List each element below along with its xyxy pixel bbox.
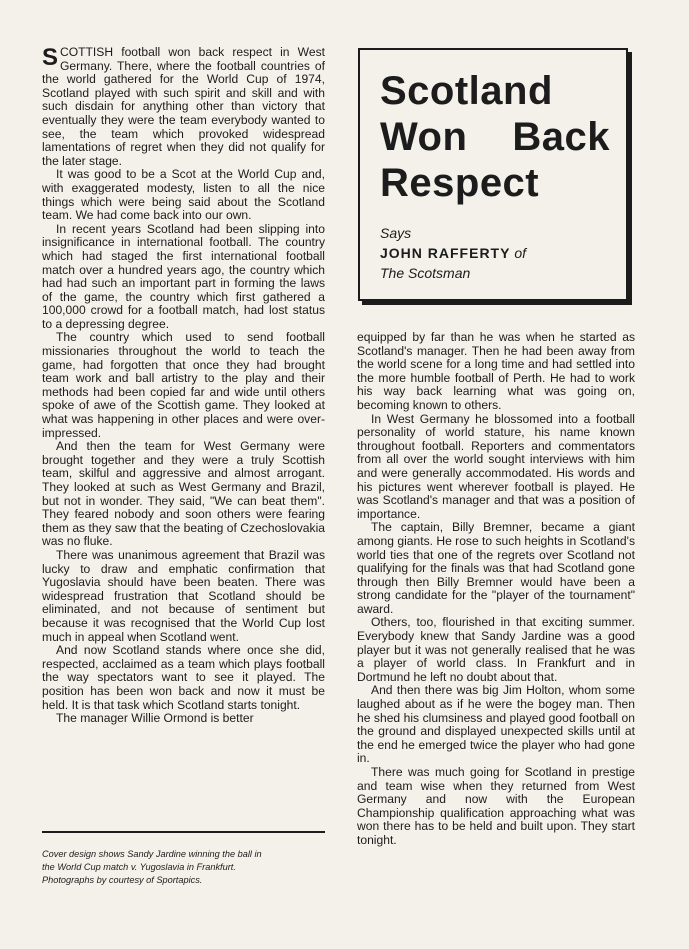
article-paragraph: There was unanimous agreement that Brazil was lucky to draw and emphatic confirmation that Yugoslavia should have been beaten. There was widespread frustration that Scotland should be eliminated, and not because of sentiment but because it was recognised that the World Cup lost much in appeal when Scotland went.	[42, 547, 325, 644]
headline-word: Back	[512, 115, 610, 159]
drop-cap: S	[42, 44, 59, 71]
article-paragraph: The captain, Billy Bremner, became a giant among giants. He rose to such heights in Scotland's world ties that one of the regrets over Scotland not qualifying for the finals was that had Scotland gone through then Billy Bremner would have been a strong candidate for the "player of the tournament" award.	[357, 520, 635, 616]
article-left-column	[42, 46, 325, 726]
article-paragraph: And then there was big Jim Holton, whom some laughed about as if he were the bogey man. Then he shed his clumsiness and played good football on the ground and displayed unexpected skills until at the end he emerged twice the player who had gone in.	[357, 683, 635, 766]
article-paragraph: There was much going for Scotland in prestige and team wise when they returned from West Germany and now with the European Championship qualification approaching what was won there has to be held and built upon. They start tonight.	[357, 765, 635, 847]
author-name: JOHN RAFFERTY	[380, 245, 511, 261]
article-paragraph: And then the team for West Germany were brought together and they were a truly Scottish team, skilful and aggressive and almost arrogant. They looked at such as West Germany and Brazil, but not in wonder. They said, "We can beat them". They feared nobody and soon others were fearing them as they saw that the beating of Czechoslovakia was no fluke.	[42, 439, 325, 549]
headline-line: Scotland	[380, 69, 553, 113]
article-paragraph: In West Germany he blossomed into a football personality of world stature, his name known throughout football. Reporters and commentators from all over the world sought interviews with him and were generally accommodated. His words and his pictures went wherever football is played. He was Scotland's manager and that was a position of importance.	[357, 411, 635, 521]
article-paragraph: The manager Willie Ormond is better	[56, 711, 254, 726]
byline-author-line	[380, 243, 610, 263]
caption-line: the World Cup match v. Yugoslavia in Frankfurt.	[42, 862, 236, 872]
headline-box	[358, 48, 628, 301]
byline-says: Says	[380, 225, 412, 241]
article-paragraph: In recent years Scotland had been slipping into insignificance in international football. The country which had staged the first international football match over a hundred years ago, the country which had had such an important part in forming the laws of the game, the country which first gathered a 100,000 crowd for a football match, had lost status to a depressing degree.	[42, 221, 325, 331]
article-paragraph: Others, too, flourished in that exciting summer. Everybody knew that Sandy Jardine was a good player but it was not generally realised that he was a player of world class. In Frankfurt and in Dortmund he left no doubt about that.	[357, 615, 635, 684]
article-paragraph: equipped by far than he was when he started as Scotland's manager. Then he had been away from the world scene for a long time and had settled into the more humble football of Perth. He had to work his way back learning what was going on, becoming known to others.	[357, 330, 635, 412]
caption-line: Cover design shows Sandy Jardine winning the ball in	[42, 849, 262, 859]
article-paragraph: And now Scotland stands where once she did, respected, acclaimed as a team which plays football the way spectators want to see it played. The position has been won back and now it must be held. It is that task which Scotland starts tonight.	[42, 643, 325, 712]
article-paragraph: It was good to be a Scot at the World Cup and, with exaggerated modesty, listen to all the nice things which were being said about the Scotland team. We had come back into our own.	[42, 167, 325, 223]
publication-name: The Scotsman	[380, 265, 471, 281]
caption-divider	[42, 831, 325, 833]
caption-line: Photographs by courtesy of Sportapics.	[42, 875, 203, 885]
byline-of: of	[514, 245, 527, 261]
article-paragraph	[42, 46, 325, 168]
headline-line	[380, 114, 610, 160]
headline	[380, 68, 610, 206]
cover-caption	[42, 848, 327, 887]
byline	[380, 223, 610, 283]
headline-word: Won	[380, 115, 468, 159]
paragraph-text: COTTISH football won back respect in West Germany. There, where the football countries of the world gathered for the World Cup of 1974, Scotland played with such spirit and skill and with such disdain for anything other than victory that eventually they were the team everybody wanted to see, the team which provoked widespread lamentations of regret when they did not qualify for the later stage.	[42, 45, 325, 168]
article-right-column	[357, 331, 635, 848]
headline-line: Respect	[380, 161, 540, 205]
article-paragraph: The country which used to send football missionaries throughout the world to teach the game, had forgotten that once they had brought team work and ball artistry to the play and their methods had been copied far and wide until others spoke of awe of the Scottish game. They looked at what was happening in other places and were over-impressed.	[42, 330, 325, 440]
